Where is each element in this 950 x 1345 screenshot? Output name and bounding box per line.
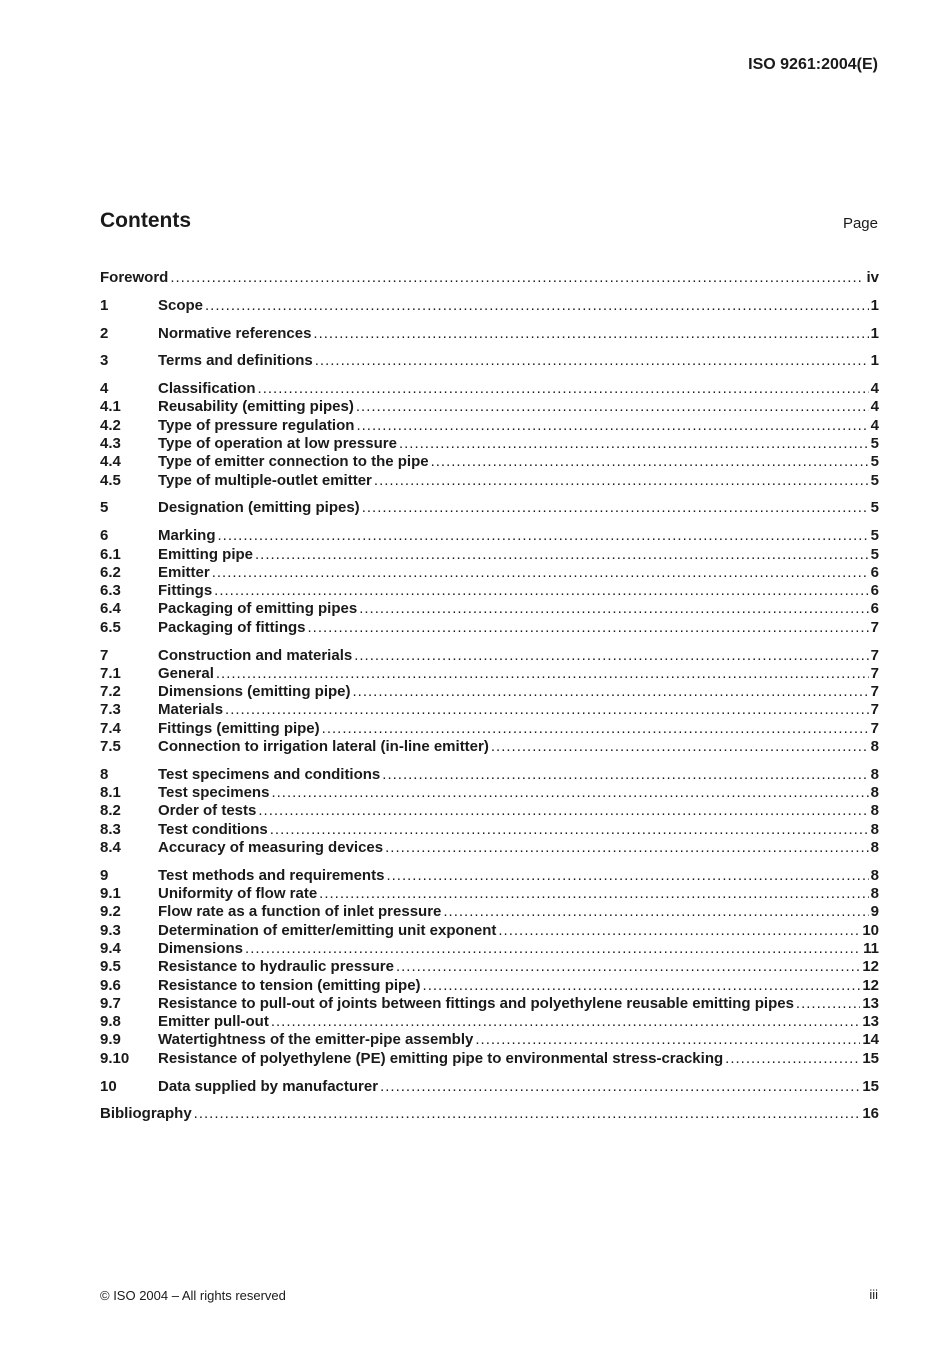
toc-entry-number: 3	[100, 352, 109, 370]
contents-heading: Contents	[100, 209, 191, 232]
toc-entry-number: 8	[100, 765, 109, 783]
toc-entry-number: 6.5	[100, 618, 121, 636]
toc-entry[interactable]	[100, 546, 879, 564]
toc-entry-title: Test specimens	[158, 784, 270, 802]
toc-entry-title: Resistance to tension (emitting pipe)	[158, 976, 421, 994]
toc-dot-leader	[382, 766, 868, 784]
toc-entry-number: 7	[100, 646, 109, 664]
toc-entry-title: Dimensions (emitting pipe)	[158, 683, 351, 701]
toc-entry[interactable]	[100, 701, 879, 719]
toc-dot-leader	[491, 738, 869, 756]
toc-dot-leader	[725, 1050, 860, 1068]
toc-entry-title: Normative references	[158, 324, 312, 342]
toc-entry-title: Classification	[158, 380, 256, 398]
toc-entry[interactable]	[100, 435, 879, 453]
toc-entry[interactable]	[100, 683, 879, 701]
toc-entry-number: 4.5	[100, 471, 121, 489]
toc-entry-page: 6	[870, 563, 879, 581]
toc-entry-page: 8	[870, 802, 879, 820]
toc-entry[interactable]	[100, 380, 879, 398]
toc-dot-leader	[308, 619, 869, 637]
toc-entry-page: 8	[870, 820, 879, 838]
toc-dot-leader	[359, 600, 868, 618]
toc-entry-title: Watertightness of the emitter-pipe assembly	[158, 1031, 474, 1049]
toc-dot-leader	[423, 977, 861, 995]
toc-entry-title: Fittings (emitting pipe)	[158, 719, 320, 737]
toc-entry-page: 1	[870, 352, 879, 370]
toc-dot-leader	[225, 701, 869, 719]
toc-entry-page: 8	[870, 839, 879, 857]
toc-entry[interactable]	[100, 885, 879, 903]
toc-entry[interactable]	[100, 802, 879, 820]
toc-entry-number: 9.6	[100, 976, 121, 994]
toc-entry-number: 4.4	[100, 453, 121, 471]
toc-entry-number: 9.1	[100, 885, 121, 903]
toc-entry[interactable]	[100, 600, 879, 618]
toc-entry-number: 9.10	[100, 1049, 130, 1067]
toc-entry[interactable]	[100, 472, 879, 490]
toc-entry-number: 6.1	[100, 545, 121, 563]
toc-entry-title: Scope	[158, 296, 204, 314]
toc-entry-number: 6.3	[100, 582, 121, 600]
toc-entry-page: 7	[870, 646, 879, 664]
toc-entry-number: 2	[100, 324, 109, 342]
toc-entry-title: Type of emitter connection to the pipe	[158, 453, 429, 471]
toc-dot-leader	[431, 453, 869, 471]
toc-dot-leader	[258, 380, 869, 398]
toc-entry-title: Uniformity of flow rate	[158, 885, 318, 903]
toc-entry-title: Bibliography	[100, 1105, 192, 1123]
toc-entry-number: 6.4	[100, 600, 121, 618]
toc-entry-number: 9.5	[100, 958, 121, 976]
toc-dot-leader	[319, 885, 868, 903]
toc-entry-page: 16	[862, 1105, 879, 1123]
toc-dot-leader	[315, 352, 869, 370]
toc-entry-page: 8	[870, 866, 879, 884]
toc-entry-page: 5	[870, 471, 879, 489]
toc-dot-leader	[498, 922, 860, 940]
toc-entry-number: 9.7	[100, 994, 121, 1012]
toc-entry-page: 5	[870, 453, 879, 471]
toc-entry-page: 4	[870, 416, 879, 434]
toc-entry[interactable]	[100, 738, 879, 756]
toc-entry-number: 8.1	[100, 784, 121, 802]
toc-entry[interactable]	[100, 269, 879, 287]
toc-entry-number: 4	[100, 380, 109, 398]
toc-entry[interactable]	[100, 417, 879, 435]
toc-entry-number: 4.1	[100, 398, 121, 416]
toc-entry-number: 8.4	[100, 839, 121, 857]
toc-entry-title: Resistance of polyethylene (PE) emitting pipe to environmental stress-cracking	[158, 1049, 724, 1067]
toc-dot-leader	[475, 1031, 860, 1049]
toc-entry-title: Resistance to hydraulic pressure	[158, 958, 394, 976]
toc-entry-page: 8	[870, 885, 879, 903]
table-of-contents	[100, 269, 879, 1124]
toc-entry-page: 8	[870, 765, 879, 783]
toc-entry-page: 7	[870, 683, 879, 701]
toc-entry[interactable]	[100, 453, 879, 471]
toc-entry-number: 6.2	[100, 563, 121, 581]
toc-dot-leader	[255, 546, 869, 564]
document-id: ISO 9261:2004(E)	[748, 56, 878, 73]
toc-entry-title: Reusability (emitting pipes)	[158, 398, 354, 416]
toc-entry[interactable]	[100, 995, 879, 1013]
toc-entry[interactable]	[100, 1050, 879, 1068]
toc-dot-leader	[258, 802, 868, 820]
toc-entry-title: Accuracy of measuring devices	[158, 839, 384, 857]
toc-entry[interactable]	[100, 903, 879, 921]
toc-entry-title: Materials	[158, 701, 224, 719]
toc-dot-leader	[214, 582, 869, 600]
toc-entry-number: 7.2	[100, 683, 121, 701]
toc-entry-title: Marking	[158, 527, 216, 545]
toc-dot-leader	[354, 647, 868, 665]
toc-dot-leader	[212, 564, 869, 582]
toc-entry-title: Flow rate as a function of inlet pressure	[158, 903, 442, 921]
toc-entry-title: Designation (emitting pipes)	[158, 499, 360, 517]
toc-dot-leader	[356, 417, 868, 435]
toc-entry[interactable]	[100, 564, 879, 582]
toc-entry-title: Type of pressure regulation	[158, 416, 355, 434]
toc-dot-leader	[362, 499, 869, 517]
toc-entry-number: 4.2	[100, 416, 121, 434]
toc-dot-leader	[270, 821, 869, 839]
toc-entry[interactable]	[100, 325, 879, 343]
toc-entry-title: Connection to irrigation lateral (in-line emitter)	[158, 738, 489, 756]
toc-entry-title: Packaging of emitting pipes	[158, 600, 358, 618]
toc-entry-title: Terms and definitions	[158, 352, 313, 370]
toc-entry[interactable]	[100, 619, 879, 637]
toc-entry-number: 9.3	[100, 921, 121, 939]
toc-entry-number: 6	[100, 527, 109, 545]
toc-dot-leader	[205, 297, 869, 315]
toc-entry-title: Emitting pipe	[158, 545, 253, 563]
toc-entry[interactable]	[100, 1105, 879, 1123]
toc-entry-title: Test specimens and conditions	[158, 765, 381, 783]
toc-entry-title: Test conditions	[158, 820, 268, 838]
toc-dot-leader	[385, 839, 869, 857]
toc-dot-leader	[386, 867, 868, 885]
toc-entry-title: Foreword	[100, 269, 169, 286]
toc-entry-number: 7.1	[100, 664, 121, 682]
toc-entry-page: 10	[862, 921, 879, 939]
toc-entry-page: 12	[862, 958, 879, 976]
toc-entry[interactable]	[100, 647, 879, 665]
toc-entry-number: 9.9	[100, 1031, 121, 1049]
toc-dot-leader	[399, 435, 869, 453]
toc-entry-number: 9.4	[100, 940, 121, 957]
footer-copyright: © ISO 2004 – All rights reserved	[100, 1288, 286, 1303]
toc-entry-title: Resistance to pull-out of joints between fittings and polyethylene reusable emitting pipes	[158, 994, 794, 1012]
toc-entry[interactable]	[100, 398, 879, 416]
toc-entry-page: 4	[870, 380, 879, 398]
toc-dot-leader	[170, 269, 864, 287]
toc-entry-title: Test methods and requirements	[158, 866, 385, 884]
toc-entry-title: Emitter pull-out	[158, 1013, 269, 1031]
toc-entry[interactable]	[100, 922, 879, 940]
toc-entry[interactable]	[100, 766, 879, 784]
toc-entry-page: iv	[866, 269, 879, 286]
toc-entry-page: 13	[862, 994, 879, 1012]
toc-dot-leader	[271, 784, 868, 802]
toc-dot-leader	[218, 527, 869, 545]
toc-entry-title: Packaging of fittings	[158, 618, 306, 636]
toc-entry[interactable]	[100, 839, 879, 857]
toc-entry[interactable]	[100, 784, 879, 802]
toc-entry[interactable]	[100, 352, 879, 370]
toc-entry-number: 4.3	[100, 435, 121, 453]
toc-entry-page: 6	[870, 600, 879, 618]
toc-entry-title: Order of tests	[158, 802, 257, 820]
toc-entry-page: 5	[870, 435, 879, 453]
toc-entry[interactable]	[100, 821, 879, 839]
toc-entry-page: 15	[862, 1049, 879, 1067]
toc-entry-page: 5	[870, 527, 879, 545]
toc-dot-leader	[443, 903, 868, 921]
toc-entry[interactable]	[100, 1078, 879, 1096]
toc-entry-title: Type of multiple-outlet emitter	[158, 471, 372, 489]
toc-entry[interactable]	[100, 582, 879, 600]
toc-entry-number: 8.3	[100, 820, 121, 838]
toc-dot-leader	[271, 1013, 860, 1031]
toc-dot-leader	[796, 995, 860, 1013]
toc-entry-page: 7	[870, 701, 879, 719]
toc-entry-page: 1	[870, 296, 879, 314]
toc-entry-title: Type of operation at low pressure	[158, 435, 397, 453]
toc-entry-page: 7	[870, 719, 879, 737]
toc-entry[interactable]	[100, 977, 879, 995]
toc-dot-leader	[216, 665, 869, 683]
toc-entry-title: Emitter	[158, 563, 210, 581]
toc-dot-leader	[374, 472, 869, 490]
toc-entry-title: Dimensions	[158, 940, 244, 957]
toc-entry-page: 4	[870, 398, 879, 416]
toc-entry-page: 7	[870, 618, 879, 636]
toc-entry[interactable]	[100, 1031, 879, 1049]
toc-dot-leader	[396, 958, 860, 976]
toc-entry-page: 11	[863, 940, 879, 957]
toc-entry-number: 7.4	[100, 719, 121, 737]
toc-entry-title: Fittings	[158, 582, 213, 600]
toc-entry-page: 9	[870, 903, 879, 921]
toc-entry-page: 1	[870, 324, 879, 342]
toc-entry[interactable]	[100, 1013, 879, 1031]
toc-dot-leader	[245, 940, 861, 958]
toc-entry-page: 14	[862, 1031, 879, 1049]
page-column-label: Page	[842, 215, 878, 232]
toc-dot-leader	[313, 325, 868, 343]
toc-entry-number: 9	[100, 866, 109, 884]
toc-entry[interactable]	[100, 297, 879, 315]
toc-entry-page: 7	[870, 664, 879, 682]
toc-entry[interactable]	[100, 665, 879, 683]
toc-entry-number: 9.8	[100, 1013, 121, 1031]
toc-entry-number: 10	[100, 1077, 117, 1095]
toc-entry-page: 8	[870, 784, 879, 802]
toc-entry-page: 15	[862, 1077, 879, 1095]
footer-page-number: iii	[869, 1287, 878, 1302]
toc-entry-title: Determination of emitter/emitting unit exponent	[158, 921, 497, 939]
toc-entry-title: Data supplied by manufacturer	[158, 1077, 379, 1095]
toc-dot-leader	[356, 398, 869, 416]
toc-entry[interactable]	[100, 940, 879, 958]
toc-entry-number: 1	[100, 296, 109, 314]
toc-entry-page: 5	[870, 499, 879, 517]
toc-entry[interactable]	[100, 527, 879, 545]
toc-entry-number: 5	[100, 499, 109, 517]
toc-entry-title: Construction and materials	[158, 646, 353, 664]
toc-entry-number: 7.5	[100, 738, 121, 756]
toc-entry[interactable]	[100, 958, 879, 976]
toc-entry[interactable]	[100, 867, 879, 885]
toc-dot-leader	[194, 1105, 861, 1123]
toc-entry[interactable]	[100, 499, 879, 517]
toc-entry-page: 12	[862, 976, 879, 994]
toc-dot-leader	[322, 720, 869, 738]
toc-entry-page: 6	[870, 582, 879, 600]
toc-entry-number: 7.3	[100, 701, 121, 719]
toc-dot-leader	[380, 1078, 860, 1096]
toc-entry-number: 9.2	[100, 903, 121, 921]
toc-entry-page: 8	[870, 738, 879, 756]
toc-entry-page: 13	[862, 1013, 879, 1031]
toc-dot-leader	[353, 683, 869, 701]
toc-entry-number: 8.2	[100, 802, 121, 820]
toc-entry-title: General	[158, 664, 214, 682]
toc-entry-page: 5	[870, 545, 879, 563]
toc-entry[interactable]	[100, 720, 879, 738]
